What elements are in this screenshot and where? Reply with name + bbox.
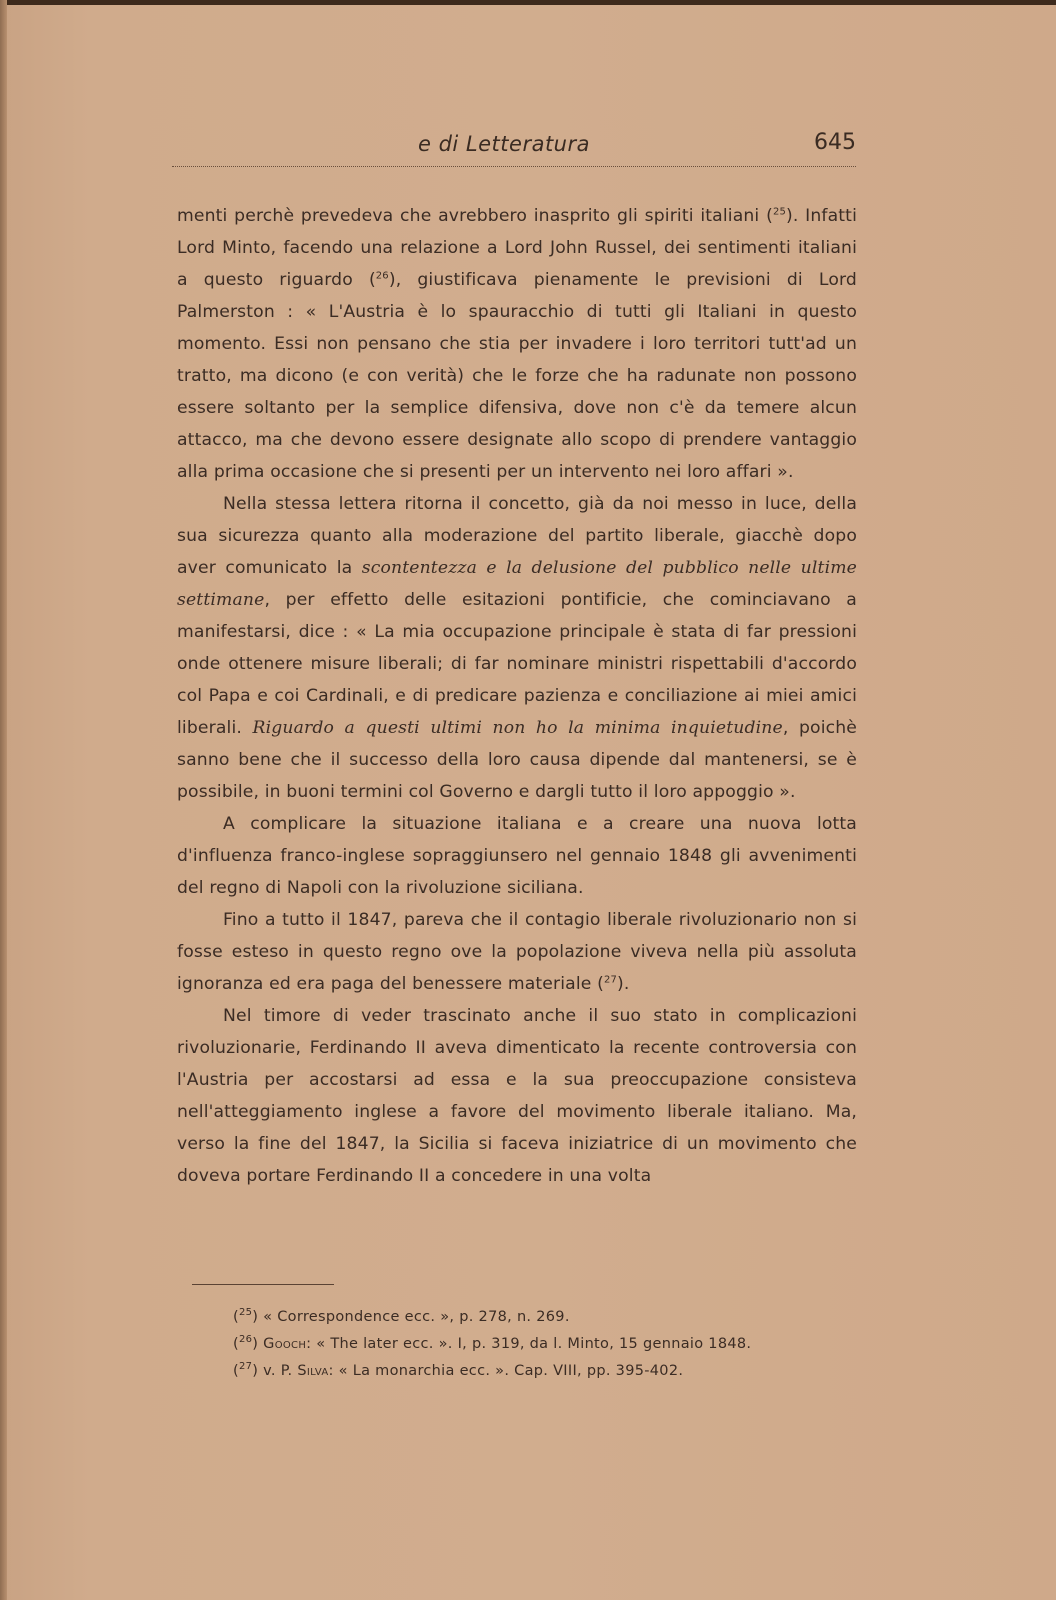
paragraph-text: . bbox=[623, 974, 630, 994]
footnote-ref: 26 bbox=[375, 270, 389, 282]
paragraph-5: Nel timore di veder trascinato anche il suo stato in complicazioni rivoluzionarie, Ferdinando II aveva dimenticato la recente controversia con l'Austria per accostarsi ad essa e la sua preoccupazione consisteva nell'atteggiamento inglese a favore del movimento liberale italiano. Ma, verso la fine del 1847, la Sicilia si faceva iniziatrice di un movimento che doveva portare Ferdinando II a concedere in una volta bbox=[177, 1006, 857, 1186]
italic-quote: Riguardo a questi ultimi non ho la minima inquietudine bbox=[252, 718, 783, 738]
paragraph-4: Fino a tutto il 1847, pareva che il contagio liberale rivoluzionario non si fosse esteso in questo regno ove la popolazione viveva nella più assoluta ignoranza ed era paga del benessere materiale ($^{27}$). bbox=[177, 910, 857, 994]
footnote-text: : « The later ecc. ». I, p. 319, da l. Minto, 15 gennaio 1848. bbox=[306, 1336, 752, 1352]
page-number: 645 bbox=[814, 130, 856, 155]
footnotes bbox=[233, 1304, 873, 1385]
footnote-text: : « La monarchia ecc. ». Cap. VIII, pp. 395-402. bbox=[328, 1363, 684, 1379]
footnote-number: 26 bbox=[238, 1334, 253, 1346]
paragraph-text: , poichè sanno bene che il successo della loro causa dipende dal mantenersi, se è possibile, in buoni termini col Governo e dargli tutto il loro appoggio ». bbox=[177, 718, 857, 802]
footnote-25: ($^{25}$) « Correspondence ecc. », p. 278, n. 269. bbox=[233, 1307, 570, 1325]
paragraph-3: A complicare la situazione italiana e a creare una nuova lotta d'influenza franco-inglese sopraggiunsero nel gennaio 1848 gli avvenimenti del regno di Napoli con la rivoluzione siciliana. bbox=[177, 814, 857, 898]
paragraph-text: menti perchè prevedeva che avrebbero inasprito gli spiriti italiani bbox=[177, 206, 760, 226]
footnote-text: « Correspondence ecc. », p. 278, n. 269. bbox=[263, 1309, 570, 1325]
footnote-26: ($^{26}$) Gooch: « The later ecc. ». I, p. 319, da l. Minto, 15 gennaio 1848. bbox=[233, 1334, 752, 1352]
footnote-ref: 27 bbox=[603, 974, 617, 986]
paragraph-text: Fino a tutto il 1847, pareva che il contagio liberale rivoluzionario non si fosse esteso in questo regno ove la popolazione viveva nella più assoluta ignoranza ed era paga del benessere materiale bbox=[177, 910, 857, 994]
body-text bbox=[177, 200, 857, 1192]
running-header bbox=[172, 128, 856, 167]
footnote-author: Silva bbox=[297, 1363, 329, 1379]
running-title: e di Letteratura bbox=[418, 132, 590, 156]
footnote-author: Gooch bbox=[263, 1336, 307, 1352]
footnote-number: 25 bbox=[238, 1307, 253, 1319]
paragraph-1: menti perchè prevedeva che avrebbero inasprito gli spiriti italiani ($^{25}$). Infatti Lord Minto, facendo una relazione a Lord John Russel, dei sentimenti italiani a questo riguardo ($^{26}$), giustificava pienamente le previsioni di Lord Palmerston : « L'Austria è lo spauracchio di tutti gli Italiani in questo momento. Essi non pensano che stia per invadere i loro territori tutt'ad un tratto, ma dicono (e con verità) che le forze che ha radunate non possono essere soltanto per la semplice difensiva, dove non c'è da temere alcun attacco, ma che devono essere designate allo scopo di prendere vantaggio alla prima occasione che si presenti per un intervento nei loro affari ». bbox=[177, 206, 858, 482]
page-binding-edge bbox=[0, 0, 7, 1600]
footnote-number: 27 bbox=[238, 1361, 253, 1373]
footnote-author-prefix: v. P. bbox=[263, 1363, 298, 1379]
paragraph-2 bbox=[177, 488, 857, 808]
footnote-27: ($^{27}$) v. P. Silva: « La monarchia ecc. ». Cap. VIII, pp. 395-402. bbox=[233, 1361, 684, 1379]
paragraph-text: Nella stessa lettera ritorna il concetto, già da noi messo in luce, della sua sicurezza quanto alla moderazione del partito liberale, giacchè dopo aver comunicato la bbox=[177, 494, 857, 578]
paragraph-text: , per effetto delle esitazioni pontificie, che cominciavano a manifestarsi, dice : « La mia occupazione principale è stata di far pressioni onde ottenere misure liberali; di far nominare ministri rispettabili d'accordo col Papa e coi Cardinali, e di predicare pazienza e conciliazione ai miei amici liberali. bbox=[177, 590, 857, 738]
paragraph-text: . Infatti Lord Minto, facendo una relazione a Lord John Russel, dei sentimenti italiani a questo riguardo bbox=[177, 206, 858, 290]
paragraph-text: , giustificava pienamente le previsioni di Lord Palmerston : « L'Austria è lo spauracchio di tutti gli Italiani in questo momento. Essi non pensano che stia per invadere i loro territori tutt'ad un tratto, ma dicono (e con verità) che le forze che ha radunate non possono essere soltanto per la semplice difensiva, dove non c'è da temere alcun attacco, ma che devono essere designate allo scopo di prendere vantaggio alla prima occasione che si presenti per un intervento nei loro affari ». bbox=[177, 270, 857, 482]
italic-quote: scontentezza e la delusione del pubblico nelle ultime settimane bbox=[177, 558, 857, 610]
footnote-separator bbox=[192, 1284, 334, 1285]
footnote-ref: 25 bbox=[772, 206, 786, 218]
